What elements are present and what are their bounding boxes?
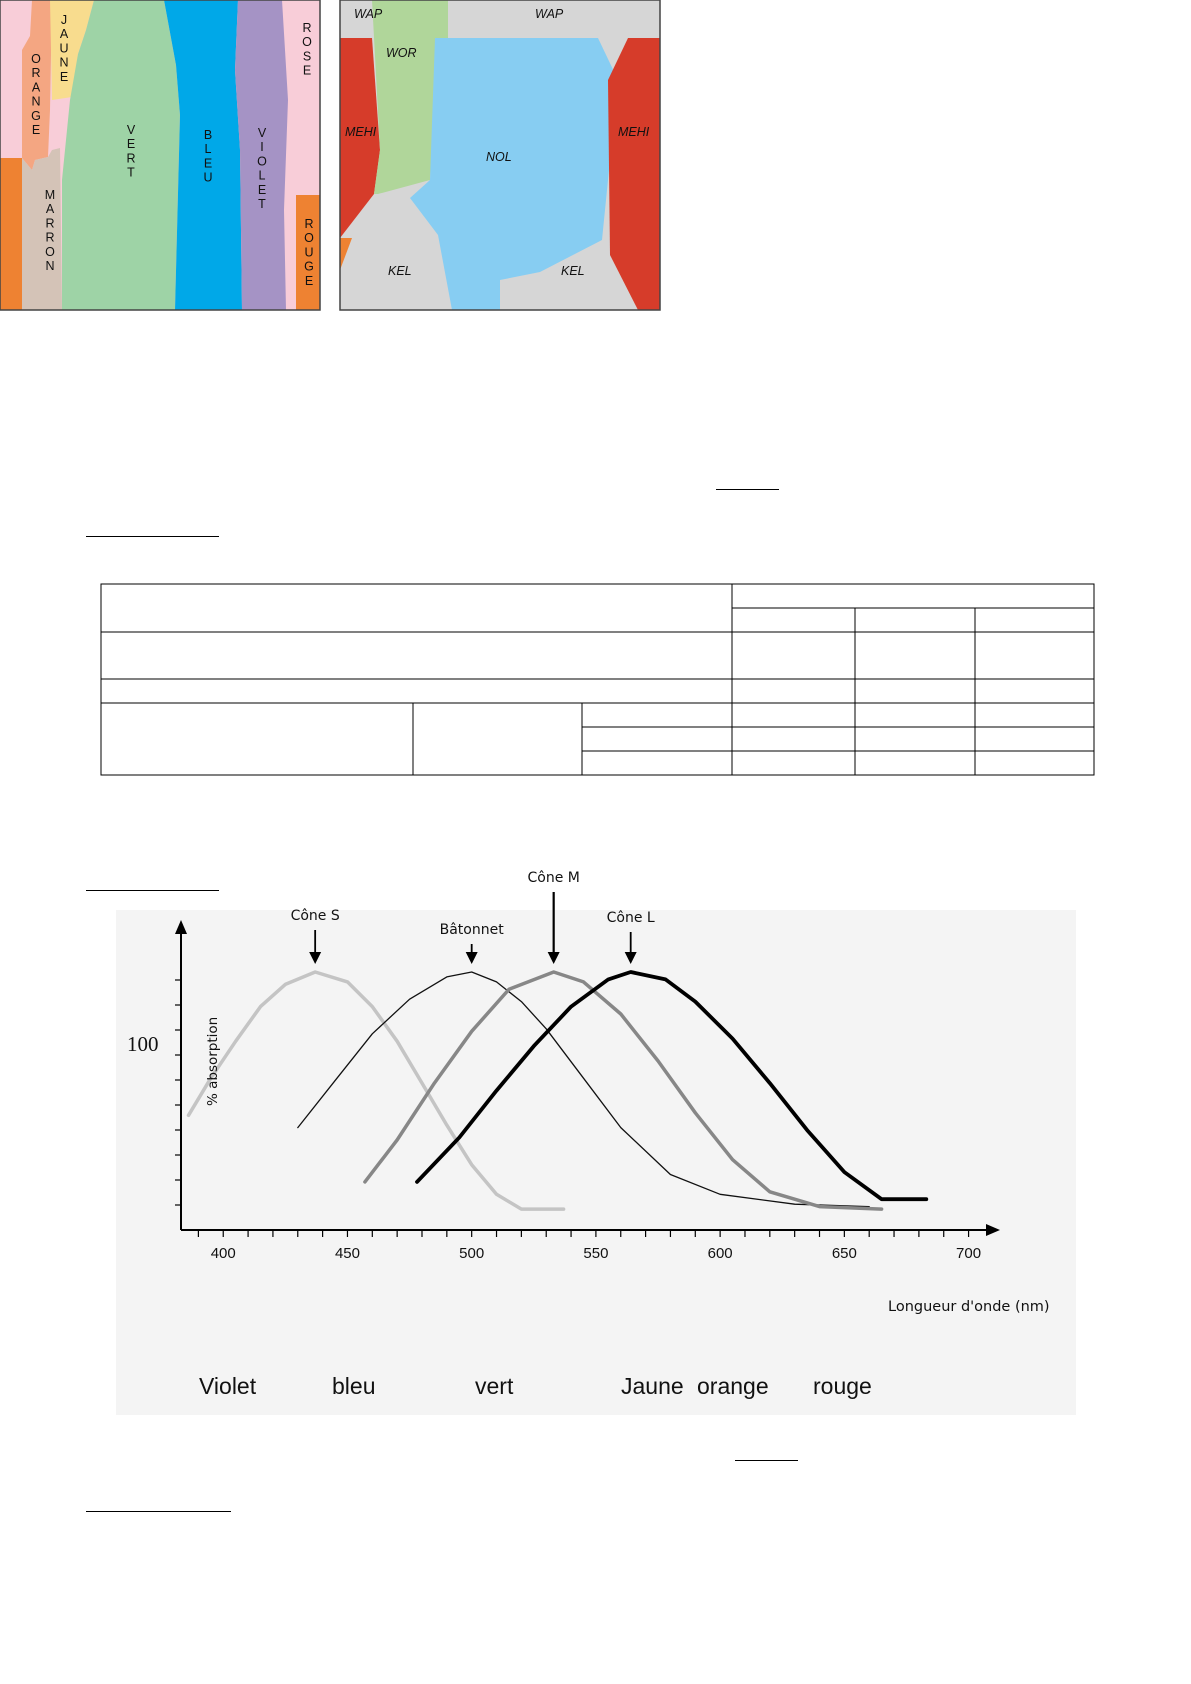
x-tick-label: 400	[210, 1245, 236, 1262]
x-tick-label: 700	[956, 1245, 982, 1262]
section-heading-underline-2	[86, 890, 219, 891]
label-kel-right: KEL	[561, 264, 585, 278]
label-rouge: R O U G E	[304, 217, 314, 288]
color-category-maps	[0, 0, 660, 310]
section-heading-underline-3	[86, 1511, 231, 1512]
color-name: Jaune	[621, 1373, 684, 1399]
label-orange: O R A N G E	[31, 52, 41, 137]
x-tick-label: 450	[334, 1245, 360, 1262]
left-color-map	[0, 0, 320, 310]
label-rose: R O S E	[302, 21, 312, 78]
label-wor: WOR	[386, 46, 417, 60]
label-kel-left: KEL	[388, 264, 412, 278]
color-name: rouge	[813, 1373, 872, 1399]
x-tick-label: 650	[831, 1245, 857, 1262]
section-heading-underline-1	[86, 536, 219, 537]
x-tick-label: 500	[459, 1245, 485, 1262]
color-name: vert	[475, 1373, 514, 1399]
label-vert: V E R T	[126, 123, 136, 180]
x-tick-label: 600	[707, 1245, 733, 1262]
color-name: bleu	[332, 1373, 376, 1399]
curve-name-label: Bâtonnet	[439, 922, 504, 938]
x-axis-label: Longueur d'onde (nm)	[888, 1299, 1050, 1315]
label-violet: V I O L E T	[257, 126, 267, 211]
color-name: orange	[697, 1373, 769, 1399]
x-tick-label: 550	[583, 1245, 609, 1262]
y-axis-label: % absorption	[205, 1016, 221, 1106]
right-color-map	[340, 0, 660, 310]
curve-name-label: Cône L	[606, 910, 655, 926]
chart-background	[116, 910, 1076, 1415]
label-mehi-left: MEHI	[345, 125, 377, 139]
y-tick-label-100: 100	[127, 1032, 159, 1056]
label-bleu: B L E U	[203, 128, 213, 185]
label-nol: NOL	[486, 150, 512, 164]
label-marron: M A R R O N	[44, 188, 56, 273]
label-wap-left: WAP	[354, 7, 383, 21]
curve-name-label: Cône M	[527, 870, 580, 886]
figure-caption-underline-2	[735, 1460, 798, 1461]
color-name: Violet	[199, 1373, 257, 1399]
absorption-spectra-chart	[116, 870, 1076, 1415]
figure-caption-underline-1	[716, 489, 779, 490]
label-mehi-right: MEHI	[618, 125, 650, 139]
empty-data-table	[100, 584, 1095, 776]
label-jaune: J A U N E	[59, 13, 69, 84]
curve-name-label: Cône S	[290, 908, 340, 924]
label-wap-right: WAP	[535, 7, 564, 21]
